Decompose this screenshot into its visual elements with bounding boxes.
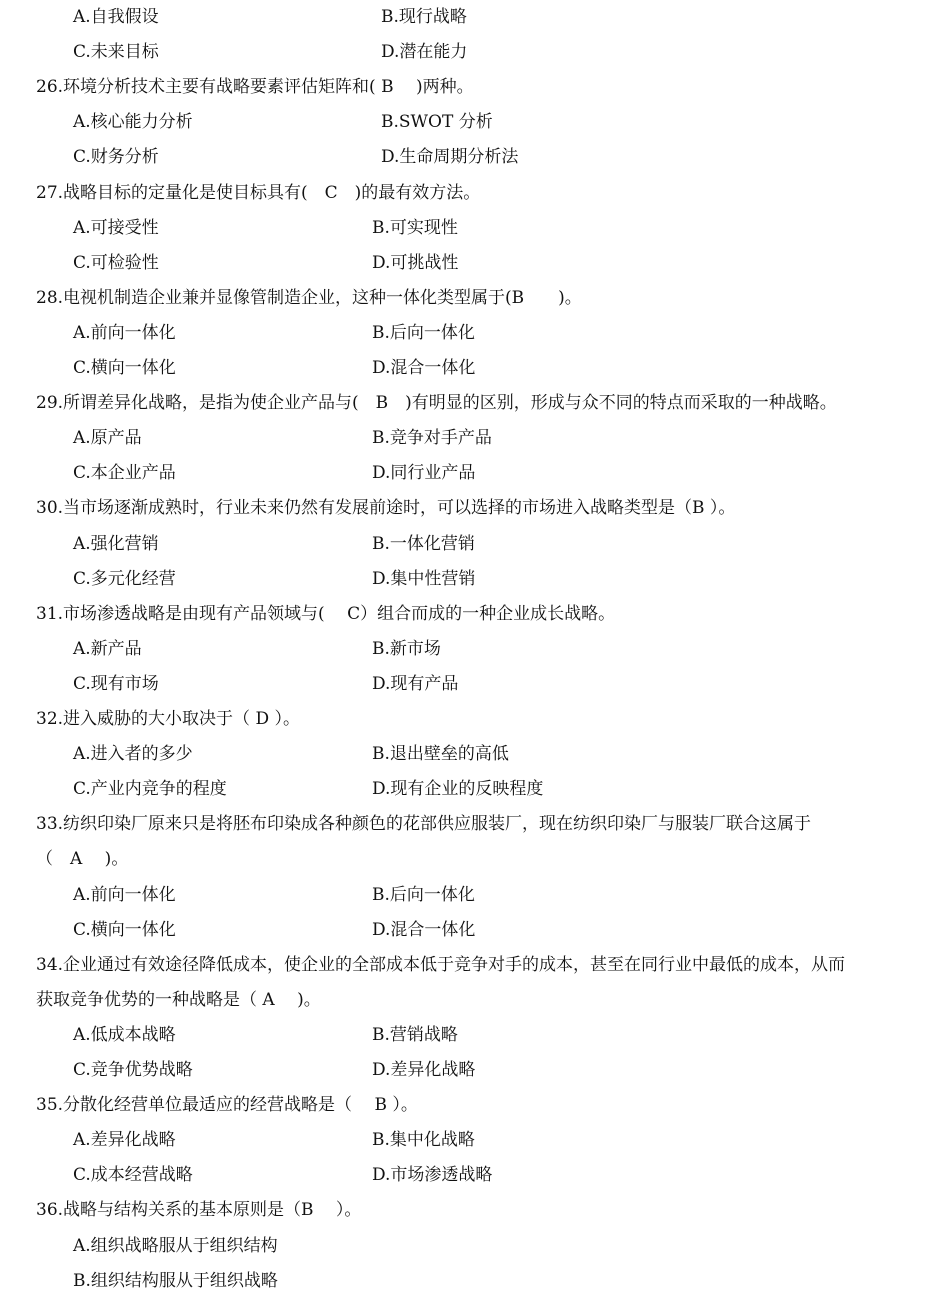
option-row: [0, 667, 950, 702]
question-line: 36.战略与结构关系的基本原则是（B ）。: [36, 1200, 362, 1221]
option-right: D.现有产品: [372, 673, 459, 694]
option-left: A.前向一体化: [73, 884, 176, 905]
question-line: 28.电视机制造企业兼并显像管制造企业，这种一体化类型属于(B )。: [36, 287, 582, 308]
option-left: A.自我假设: [73, 7, 159, 27]
option-row: [0, 140, 950, 175]
question-line: 27.战略目标的定量化是使目标具有( C )的最有效方法。: [36, 182, 481, 203]
question-line: 34.企业通过有效途径降低成本，使企业的全部成本低于竞争对手的成本，甚至在同行业中最低的成本，从而: [36, 954, 846, 975]
question-line: 31.市场渗透战略是由现有产品领域与( C）组合而成的一种企业成长战略。: [36, 603, 616, 624]
option-left: C.现有市场: [73, 673, 159, 694]
option-full-line: [0, 1264, 950, 1299]
option-left: C.竞争优势战略: [73, 1060, 193, 1080]
option-row: [0, 632, 950, 667]
option-left: A.前向一体化: [73, 322, 176, 343]
option-right: B.一体化营销: [372, 533, 475, 554]
question-line: 32.进入威胁的大小取决于（ D ）。: [36, 709, 300, 729]
option-left: A.进入者的多少: [73, 744, 193, 765]
option-row: [0, 456, 950, 491]
option-left: A.原产品: [73, 428, 142, 449]
option-left: A.强化营销: [73, 533, 159, 554]
option-left: C.财务分析: [73, 147, 159, 168]
option-right: B.竞争对手产品: [372, 428, 492, 449]
option-row: [0, 211, 950, 246]
option-left: C.本企业产品: [73, 463, 176, 484]
option-left: A.核心能力分析: [73, 112, 193, 133]
option-right: D.可挑战性: [372, 252, 459, 273]
option-left: A.新产品: [73, 638, 142, 659]
option-row: [0, 316, 950, 351]
option-right: D.集中性营销: [372, 568, 476, 589]
option-right: B.现行战略: [381, 7, 467, 27]
question-line: （ A )。: [36, 849, 129, 870]
option-right: D.差异化战略: [372, 1060, 476, 1080]
option-right: D.混合一体化: [372, 358, 476, 378]
option-right: D.现有企业的反映程度: [372, 779, 544, 800]
option-right: B.SWOT 分析: [381, 112, 493, 133]
option-right: D.潜在能力: [381, 42, 468, 63]
option-left: C.产业内竞争的程度: [73, 779, 227, 800]
option-row: [0, 246, 950, 281]
option-right: D.市场渗透战略: [372, 1165, 493, 1186]
option-right: B.后向一体化: [372, 884, 475, 905]
question-line: 29.所谓差异化战略，是指为使企业产品与( B )有明显的区别，形成与众不同的特点而采取的一种战略。: [36, 393, 837, 414]
option-left: C.未来目标: [73, 42, 159, 63]
option-right: B.新市场: [372, 638, 441, 659]
option-right: B.可实现性: [372, 217, 458, 238]
option-right: D.生命周期分析法: [381, 147, 519, 168]
option-row: [0, 1158, 950, 1193]
option-left: C.成本经营战略: [73, 1165, 193, 1186]
question-line: 26.环境分析技术主要有战略要素评估矩阵和( B )两种。: [36, 77, 474, 98]
option-right: B.退出壁垒的高低: [372, 744, 509, 765]
option-row: [0, 105, 950, 140]
option-row: [0, 1018, 950, 1053]
option-row: [0, 0, 950, 35]
option-row: [0, 913, 950, 948]
option-left: C.多元化经营: [73, 568, 176, 589]
option-row: [0, 562, 950, 597]
question-line: 30.当市场逐渐成熟时，行业未来仍然有发展前途时，可以选择的市场进入战略类型是（B ）。: [36, 498, 736, 519]
option-text: A.组织战略服从于组织结构: [73, 1235, 278, 1256]
option-row: [0, 1053, 950, 1088]
option-right: B.后向一体化: [372, 322, 475, 343]
option-row: [0, 1123, 950, 1158]
question-line: 33.纺织印染厂原来只是将胚布印染成各种颜色的花部供应服装厂，现在纺织印染厂与服装厂联合这属于: [36, 814, 812, 835]
option-row: [0, 351, 950, 386]
question-line: 35.分散化经营单位最适应的经营战略是（ B ）。: [36, 1095, 418, 1116]
option-left: A.可接受性: [73, 217, 159, 238]
option-right: D.混合一体化: [372, 919, 476, 940]
option-row: [0, 737, 950, 772]
option-row: [0, 878, 950, 913]
option-full-line: [0, 1229, 950, 1264]
option-right: B.集中化战略: [372, 1130, 475, 1151]
option-left: C.横向一体化: [73, 919, 176, 940]
option-right: B.营销战略: [372, 1024, 458, 1045]
option-row: [0, 35, 950, 70]
option-left: A.差异化战略: [73, 1130, 176, 1151]
option-row: [0, 421, 950, 456]
option-row: [0, 772, 950, 807]
option-text: B.组织结构服从于组织战略: [73, 1270, 278, 1291]
option-left: A.低成本战略: [73, 1024, 176, 1045]
option-right: D.同行业产品: [372, 463, 476, 484]
question-line: 获取竞争优势的一种战略是（ A )。: [36, 989, 321, 1010]
option-row: [0, 527, 950, 562]
option-left: C.横向一体化: [73, 358, 176, 378]
option-left: C.可检验性: [73, 252, 159, 273]
